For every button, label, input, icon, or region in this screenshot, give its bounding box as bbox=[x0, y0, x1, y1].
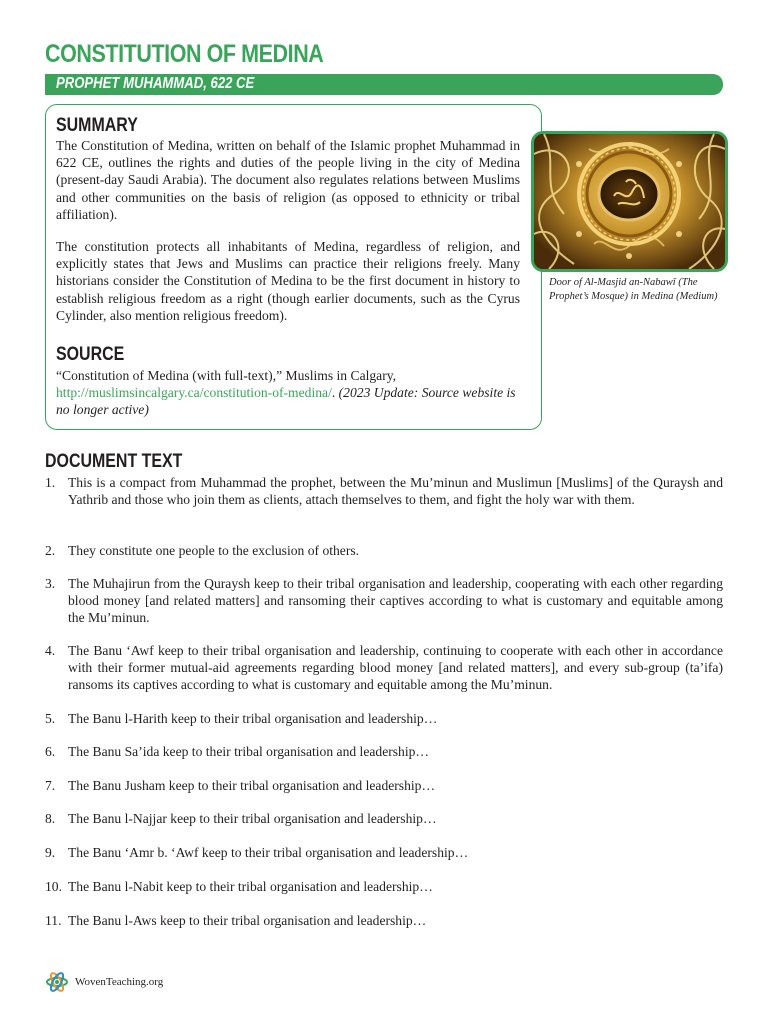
list-item-number: 5. bbox=[45, 711, 56, 726]
list-item-text: They constitute one people to the exclusion of others. bbox=[68, 543, 360, 558]
list-item bbox=[45, 642, 723, 694]
source-citation bbox=[56, 367, 520, 419]
list-item-number: 10. bbox=[45, 879, 62, 894]
list-item bbox=[45, 474, 723, 508]
list-item bbox=[45, 777, 723, 794]
list-item-number: 4. bbox=[45, 643, 56, 658]
list-item-number: 2. bbox=[45, 543, 56, 558]
list-item-text: The Banu ‘Awf keep to their tribal organisation and leadership, continuing to cooperate with each other in accordance with their former mutual-aid agreements regarding blood money [and related matters], and every sub-group (ta’ifa) ransoms its captives according to what is customary and equitable among the Mu’minun. bbox=[68, 643, 723, 693]
list-item-text: The Banu l-Najjar keep to their tribal organisation and leadership… bbox=[68, 811, 437, 826]
list-item bbox=[45, 710, 723, 727]
list-item bbox=[45, 575, 723, 627]
list-item-text: The Muhajirun from the Quraysh keep to their tribal organisation and leadership, cooperating with each other regarding blood money [and related matters] and ransoming their captives according to what is customary and equitable among the Mu’minun. bbox=[68, 576, 723, 626]
subtitle-text: PROPHET MUHAMMAD, 622 CE bbox=[56, 75, 255, 92]
summary-paragraph-2: The constitution protects all inhabitants of Medina, regardless of religion, and explicitly states that Jews and Muslims can practice their religions freely. Many historians consider the Constitution of Medina to be the first document in history to establish religious freedom as a right (though earlier documents, such as the Cyrus Cylinder, also mention religious freedom). bbox=[56, 239, 520, 323]
source-after-link: . bbox=[331, 385, 339, 401]
source-link[interactable]: http://muslimsincalgary.ca/constitution-of-medina/ bbox=[56, 385, 332, 401]
footer-site-name: WovenTeaching.org bbox=[75, 976, 164, 988]
list-item bbox=[45, 844, 723, 861]
list-item-text: The Banu ‘Amr b. ‘Awf keep to their tribal organisation and leadership… bbox=[68, 845, 469, 860]
list-item-number: 11. bbox=[45, 913, 62, 928]
source-citation-text: “Constitution of Medina (with full-text),” Muslims in Calgary, bbox=[56, 368, 397, 383]
list-item-text: The Banu l-Aws keep to their tribal organisation and leadership… bbox=[68, 913, 427, 928]
list-item bbox=[45, 542, 723, 559]
list-item-text: The Banu l-Harith keep to their tribal organisation and leadership… bbox=[68, 711, 438, 726]
list-item-number: 7. bbox=[45, 778, 56, 793]
document-text-heading: DOCUMENT TEXT bbox=[45, 451, 183, 472]
list-item-number: 9. bbox=[45, 845, 56, 860]
list-item-number: 3. bbox=[45, 576, 56, 591]
page-title: CONSTITUTION OF MEDINA bbox=[45, 40, 324, 68]
list-item-text: The Banu Sa’ida keep to their tribal organisation and leadership… bbox=[68, 744, 430, 759]
subtitle-bar bbox=[45, 74, 723, 95]
list-item bbox=[45, 810, 723, 827]
list-item-text: This is a compact from Muhammad the prophet, between the Mu’minun and Muslimun [Muslims] of the Quraysh and Yathrib and those who join them as clients, attach themselves to them, and fight the holy war with them. bbox=[68, 475, 723, 508]
mosque-door-photo bbox=[531, 131, 728, 272]
source-heading: SOURCE bbox=[56, 344, 125, 365]
footer bbox=[45, 970, 163, 994]
mosque-door-ornament-icon bbox=[534, 134, 725, 269]
summary-heading: SUMMARY bbox=[56, 115, 138, 136]
woven-teaching-logo-icon bbox=[45, 970, 69, 994]
list-item-number: 8. bbox=[45, 811, 56, 826]
list-item-text: The Banu Jusham keep to their tribal organisation and leadership… bbox=[68, 778, 436, 793]
photo-caption: Door of Al-Masjid an-Nabawī (The Prophet’s Mosque) in Medina (Medium) bbox=[549, 277, 718, 302]
list-item bbox=[45, 878, 723, 895]
list-item bbox=[45, 743, 723, 760]
summary-paragraph-1: The Constitution of Medina, written on behalf of the Islamic prophet Muhammad in 622 CE, outlines the rights and duties of the people living in the city of Medina (present-day Saudi Arabia). The document also regulates relations between Muslims and other communities on the basis of religion (as opposed to ethnicity or tribal affiliation). bbox=[56, 138, 520, 222]
source-note: (2023 Update: Source website is no longer active) bbox=[56, 385, 516, 418]
list-item-number: 1. bbox=[45, 475, 56, 490]
list-item-text: The Banu l-Nabit keep to their tribal organisation and leadership… bbox=[68, 879, 433, 894]
list-item bbox=[45, 912, 723, 929]
summary-box bbox=[45, 104, 542, 430]
list-item-number: 6. bbox=[45, 744, 56, 759]
